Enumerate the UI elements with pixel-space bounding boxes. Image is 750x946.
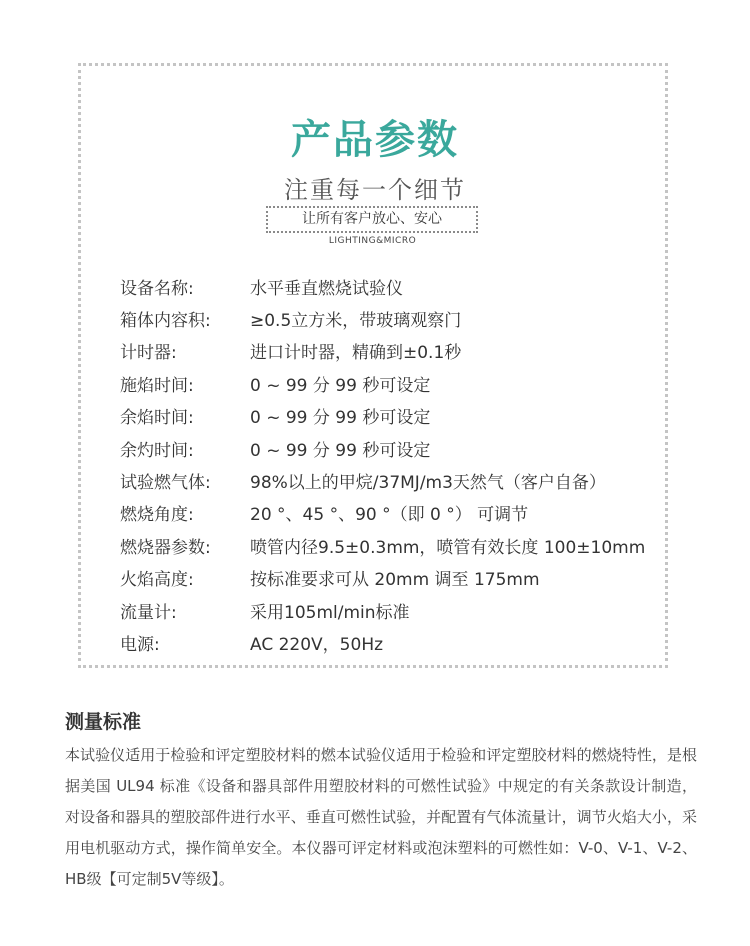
spec-value: AC 220V，50Hz	[250, 634, 384, 655]
spec-value: 0 ~ 99 分 99 秒可设定	[250, 440, 431, 461]
spec-row	[120, 335, 680, 367]
spec-row	[120, 626, 680, 658]
spec-label: 燃烧角度:	[120, 505, 194, 526]
spec-row	[120, 400, 680, 432]
spec-label: 电源:	[120, 634, 160, 655]
spec-list	[120, 270, 680, 659]
spec-label: 余灼时间:	[120, 440, 194, 461]
page-subtitle: 注重每一个细节	[284, 176, 466, 204]
tagline-box: 让所有客户放心、安心	[266, 206, 478, 233]
spec-label: 箱体内容积:	[120, 311, 211, 332]
spec-value: 20 °、45 °、90 °（即 0 °） 可调节	[250, 505, 529, 526]
spec-row	[120, 432, 680, 464]
spec-value: 按标准要求可从 20mm 调至 175mm	[250, 570, 540, 591]
spec-label: 流量计:	[120, 602, 177, 623]
spec-row	[120, 529, 680, 561]
brand-text: LIGHTING&MICRO	[328, 236, 417, 246]
spec-value: 0 ~ 99 分 99 秒可设定	[250, 408, 431, 429]
spec-value: 进口计时器，精确到±0.1秒	[250, 343, 462, 364]
spec-value: 水平垂直燃烧试验仪	[250, 278, 403, 299]
spec-label: 设备名称:	[120, 278, 194, 299]
spec-row	[120, 594, 680, 626]
spec-row	[120, 367, 680, 399]
spec-value: 喷管内径9.5±0.3mm，喷管有效长度 100±10mm	[250, 537, 646, 558]
spec-row	[120, 497, 680, 529]
page-title: 产品参数	[291, 117, 459, 163]
spec-label: 燃烧器参数:	[120, 537, 211, 558]
standard-paragraph: 本试验仪适用于检验和评定塑胶材料的燃本试验仪适用于检验和评定塑胶材料的燃烧特性，是根据美国 UL94 标准《设备和器具部件用塑胶材料的可燃性试验》中规定的有关条款设计制造，对设备和器具的塑胶部件进行水平、垂直可燃性试验，并配置有气体流量计，调节火焰大小，采用电机驱动方式，操作简单安全。本仪器可评定材料或泡沫塑料的可燃性如：V-0、V-1、V-2、HB级【可定制5V等级】。	[65, 746, 697, 888]
spec-row	[120, 270, 680, 302]
spec-label: 试验燃气体:	[120, 473, 211, 494]
spec-label: 施焰时间:	[120, 375, 194, 396]
spec-value: 采用105ml/min标准	[250, 602, 410, 623]
spec-label: 火焰高度:	[120, 570, 194, 591]
spec-row	[120, 464, 680, 496]
section-title: 测量标准	[65, 711, 142, 733]
spec-value: 98%以上的甲烷/37MJ/m3天然气（客户自备）	[250, 473, 606, 494]
spec-value: 0 ~ 99 分 99 秒可设定	[250, 375, 431, 396]
spec-row	[120, 562, 680, 594]
spec-label: 计时器:	[120, 343, 177, 364]
spec-value: ≥0.5立方米，带玻璃观察门	[250, 311, 462, 332]
spec-row	[120, 302, 680, 334]
spec-label: 余焰时间:	[120, 408, 194, 429]
